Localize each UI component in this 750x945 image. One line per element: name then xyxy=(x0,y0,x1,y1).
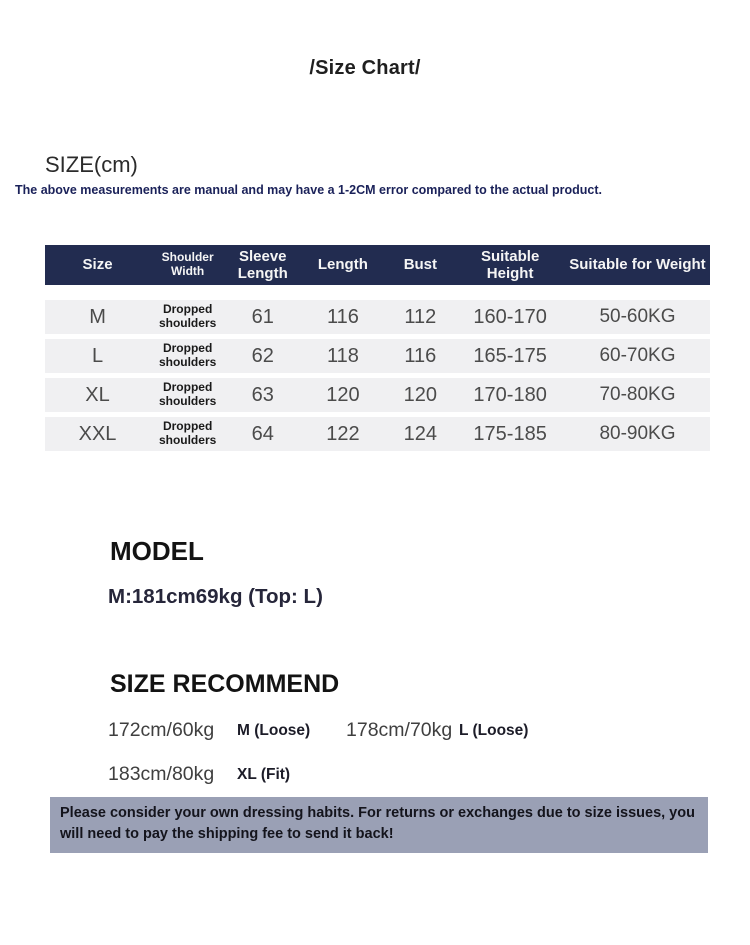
model-section-heading: MODEL xyxy=(110,536,204,566)
column-header-shoulder-width: Shoulder Width xyxy=(161,250,214,278)
recommend-body-measurement: 178cm/70kg xyxy=(346,719,453,741)
recommend-body-measurement: 183cm/80kg xyxy=(108,763,215,785)
size-value: M xyxy=(89,305,106,328)
table-row xyxy=(45,339,710,373)
suitable-weight-value: 60-70KG xyxy=(599,345,676,366)
returns-notice-banner: Please consider your own dressing habits. For returns or exchanges due to size issues, you will need to pay the shipping fee to send it back! xyxy=(50,797,708,853)
length-value: 116 xyxy=(326,305,359,328)
recommend-size-fit: L (Loose) xyxy=(459,722,529,739)
size-value: XXL xyxy=(78,422,117,445)
page-title: /Size Chart/ xyxy=(309,57,421,79)
recommend-size-fit: M (Loose) xyxy=(237,722,311,739)
bust-value: 112 xyxy=(404,305,437,328)
sleeve-length-value: 61 xyxy=(251,305,274,328)
shoulder-width-value: Dropped shoulders xyxy=(158,380,217,408)
size-recommend-heading: SIZE RECOMMEND xyxy=(110,670,340,698)
length-value: 122 xyxy=(326,422,360,445)
sleeve-length-value: 64 xyxy=(251,422,274,445)
column-header-length: Length xyxy=(317,256,368,274)
column-header-bust: Bust xyxy=(403,256,438,274)
table-row xyxy=(45,417,710,451)
shoulder-width-value: Dropped shoulders xyxy=(158,341,217,369)
size-section-heading: SIZE(cm) xyxy=(45,152,138,177)
bust-value: 124 xyxy=(403,422,438,445)
shoulder-width-value: Dropped shoulders xyxy=(158,419,217,447)
suitable-height-value: 175-185 xyxy=(473,422,547,445)
column-header-sleeve-length: Sleeve Length xyxy=(237,247,288,282)
shoulder-width-value: Dropped shoulders xyxy=(158,302,217,330)
size-table-header-row xyxy=(45,245,710,285)
suitable-height-value: 170-180 xyxy=(473,383,547,406)
column-header-suitable-weight: Suitable for Weight xyxy=(569,256,706,274)
bust-value: 116 xyxy=(404,344,437,367)
size-value: L xyxy=(91,344,104,367)
bust-value: 120 xyxy=(403,383,438,406)
sleeve-length-value: 62 xyxy=(251,344,274,367)
suitable-weight-value: 50-60KG xyxy=(599,306,676,327)
recommend-body-measurement: 172cm/60kg xyxy=(108,719,215,741)
recommend-size-fit: XL (Fit) xyxy=(237,766,291,783)
suitable-height-value: 165-175 xyxy=(473,344,547,367)
column-header-suitable-height: Suitable Height xyxy=(480,247,540,282)
length-value: 118 xyxy=(326,344,359,367)
measurement-disclaimer: The above measurements are manual and may have a 1-2CM error compared to the actual product. xyxy=(15,183,602,197)
table-row xyxy=(45,378,710,412)
model-spec: M:181cm69kg (Top: L) xyxy=(108,585,323,608)
sleeve-length-value: 63 xyxy=(251,383,274,406)
suitable-weight-value: 80-90KG xyxy=(599,423,676,444)
suitable-weight-value: 70-80KG xyxy=(599,384,676,405)
suitable-height-value: 160-170 xyxy=(473,305,547,328)
column-header-size: Size xyxy=(82,256,113,274)
size-table xyxy=(45,245,710,456)
table-row xyxy=(45,300,710,334)
length-value: 120 xyxy=(326,383,360,406)
size-value: XL xyxy=(85,383,110,406)
